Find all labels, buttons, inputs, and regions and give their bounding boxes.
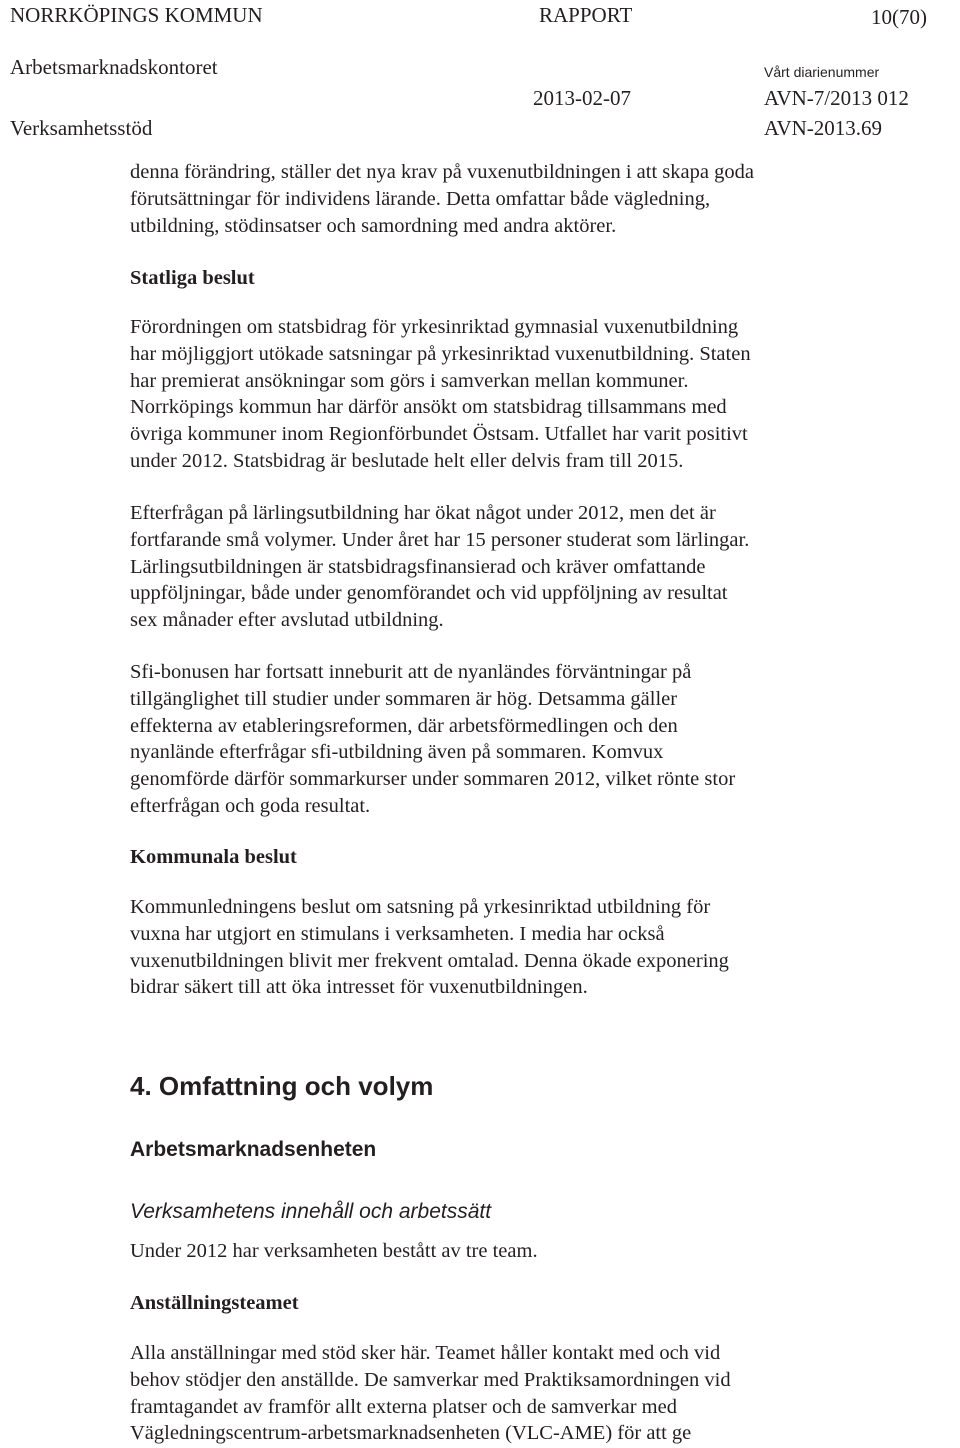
organization-name: NORRKÖPINGS KOMMUN xyxy=(10,3,263,27)
text-line: utbildning, stödinsatser och samordning med andra aktörer. xyxy=(130,214,617,237)
text-line: uppföljningar, både under genomförandet och vid uppföljning av resultat xyxy=(130,582,728,605)
text-line: övriga kommuner inom Regionförbundet Östsam. Utfallet har varit positivt xyxy=(130,423,748,446)
text-line: framtagandet av framför allt externa platser och de samverkar med xyxy=(130,1395,677,1418)
section-heading: 4. Omfattning och volym xyxy=(130,1071,434,1101)
section-intro: Under 2012 har verksamheten bestått av tre team. xyxy=(130,1240,538,1262)
text-line: bidrar säkert till att öka intresset för vuxenutbildningen. xyxy=(130,976,588,999)
text-line: Vägledningscentrum-arbetsmarknadsenheten (VLC-AME) för att ge xyxy=(130,1422,692,1445)
kommunala-beslut-heading: Kommunala beslut xyxy=(130,846,297,868)
report-date: 2013-02-07 xyxy=(533,86,631,110)
text-line: vuxenutbildningen blivit mer frekvent omtalad. Denna ökade exponering xyxy=(130,949,729,972)
text-line: Förordningen om statsbidrag för yrkesinriktad gymnasial vuxenutbildning xyxy=(130,316,739,338)
team-heading: Anställningsteamet xyxy=(130,1292,299,1314)
text-line: Kommunledningens beslut om satsning på yrkesinriktad utbildning för xyxy=(130,896,711,918)
page-number: 10(70) xyxy=(871,5,927,29)
text-line: Norrköpings kommun har därför ansökt om statsbidrag tillsammans med xyxy=(130,396,727,419)
diary-label: Vårt diarienummer xyxy=(764,64,880,80)
diary-number-1: AVN-7/2013 012 xyxy=(764,86,909,110)
document-type: RAPPORT xyxy=(539,3,633,27)
subsection-heading: Arbetsmarknadsenheten xyxy=(130,1138,377,1161)
text-line: fortfarande små volymer. Under året har 15 personer studerat som lärlingar. xyxy=(130,528,750,551)
text-line: genomförde därför sommarkurser under sommaren 2012, vilket rönte stor xyxy=(130,768,736,791)
text-line: denna förändring, ställer det nya krav på vuxenutbildningen i att skapa goda xyxy=(130,161,754,183)
text-line: effekterna av etableringsreformen, där arbetsförmedlingen och den xyxy=(130,714,678,737)
italic-subheading: Verksamhetens innehåll och arbetssätt xyxy=(130,1200,492,1223)
text-line: Alla anställningar med stöd sker här. Teamet håller kontakt med och vid xyxy=(130,1342,721,1364)
text-line: förutsättningar för individens lärande. Detta omfattar både vägledning, xyxy=(130,187,711,210)
text-line: behov stödjer den anställde. De samverkar med Praktiksamordningen vid xyxy=(130,1368,731,1391)
text-line: Sfi-bonusen har fortsatt inneburit att de nyanländes förväntningar på xyxy=(130,661,692,683)
kommunala-paragraph xyxy=(130,894,729,1001)
unit-name: Verksamhetsstöd xyxy=(10,116,153,140)
text-line: har premierat ansökningar som görs i samverkan mellan kommuner. xyxy=(130,369,689,392)
statliga-beslut-heading: Statliga beslut xyxy=(130,267,255,289)
text-line: vuxna har utgjort en stimulans i verksamheten. I media har också xyxy=(130,922,665,945)
department-name: Arbetsmarknadskontoret xyxy=(10,55,218,79)
text-line: under 2012. Statsbidrag är beslutade helt eller delvis fram till 2015. xyxy=(130,449,684,472)
larling-paragraph xyxy=(130,500,749,634)
text-line: Efterfrågan på lärlingsutbildning har ökat något under 2012, men det är xyxy=(130,502,716,524)
sfi-paragraph xyxy=(130,659,735,820)
intro-paragraph xyxy=(130,159,754,239)
statliga-paragraph xyxy=(130,314,751,475)
diary-number-2: AVN-2013.69 xyxy=(764,116,883,140)
text-line: Lärlingsutbildningen är statsbidragsfinansierad och kräver omfattande xyxy=(130,555,706,578)
text-line: nyanlände efterfrågar sfi-utbildning även på sommaren. Komvux xyxy=(130,741,664,764)
text-line: efterfrågan och goda resultat. xyxy=(130,794,371,817)
team-paragraph xyxy=(130,1340,731,1447)
text-line: har möjliggjort utökade satsningar på yrkesinriktad vuxenutbildning. Staten xyxy=(130,342,751,365)
text-line: tillgänglighet till studier under sommaren är hög. Detsamma gäller xyxy=(130,687,678,710)
text-line: sex månader efter avslutad utbildning. xyxy=(130,609,444,632)
